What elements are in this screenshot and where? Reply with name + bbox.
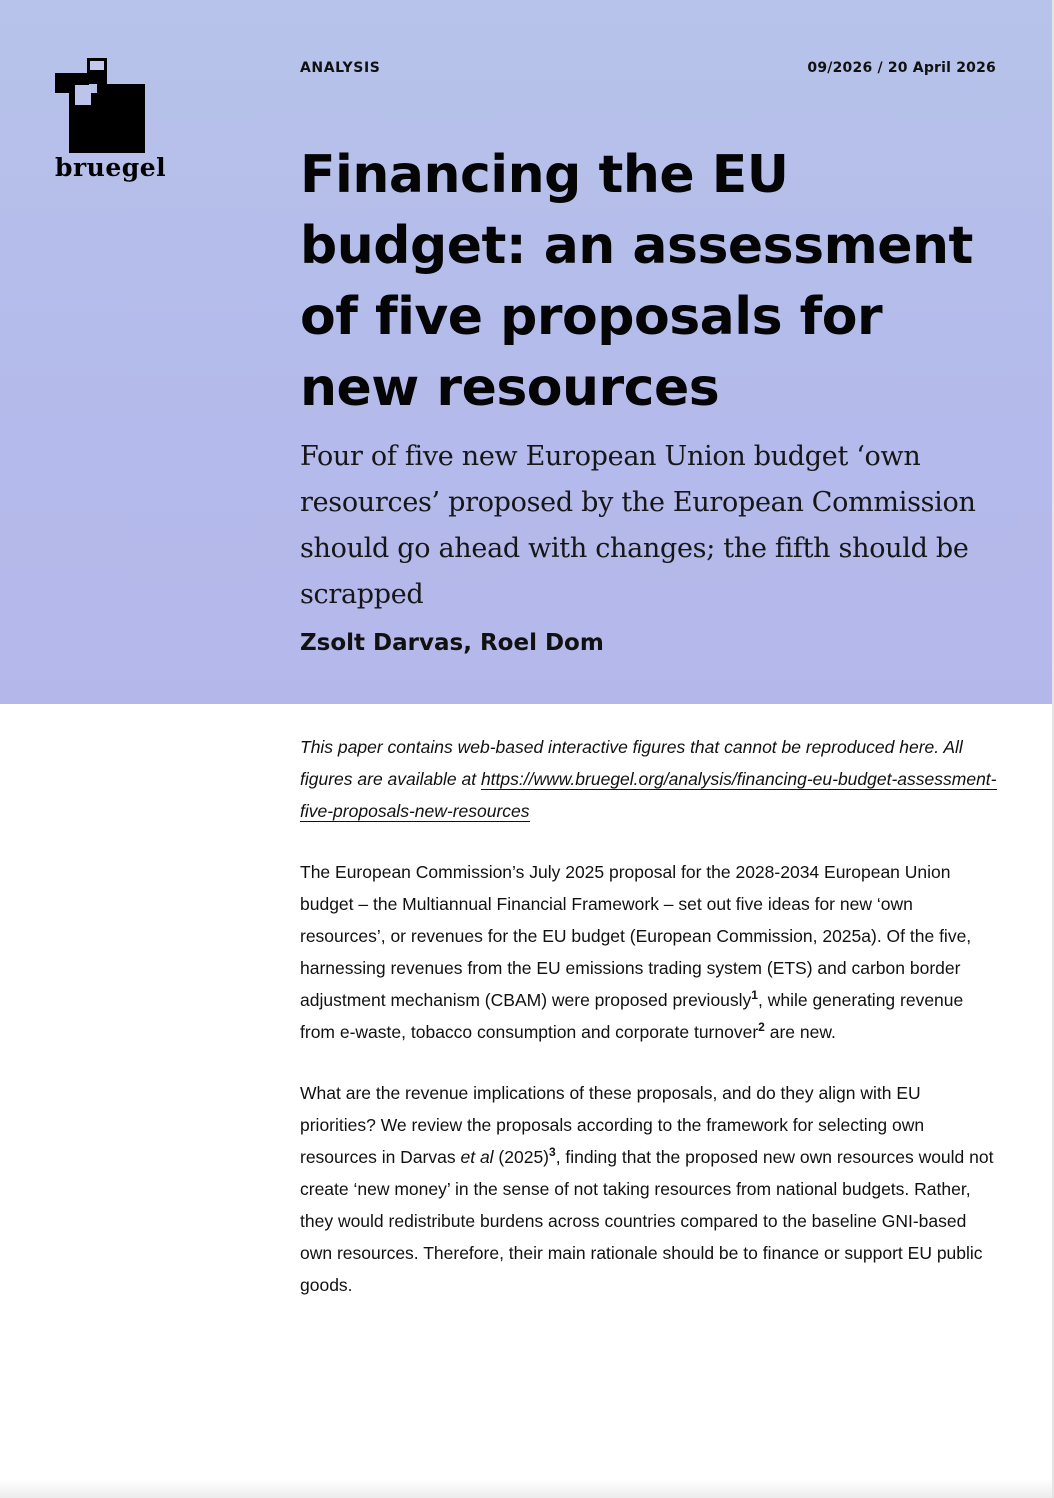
- issue-date: 09/2026 / 20 April 2026: [807, 60, 996, 76]
- para2-et-al: et al: [460, 1147, 494, 1167]
- para2-text-a: What are the revenue implications of these proposals, and do they align with EU priorities? We review the proposals according to the framework for selecting own resources in Darvas: [300, 1083, 925, 1167]
- article-type-label: ANALYSIS: [300, 60, 381, 76]
- bruegel-logo-mark-icon: [55, 58, 145, 153]
- page-subtitle: Four of five new European Union budget ‘own resources’ proposed by the European Commission should go ahead with changes; the fifth should be scrapped: [300, 441, 976, 610]
- logo-wordmark: bruegel: [55, 153, 167, 182]
- para2-text-b: (2025): [493, 1147, 550, 1167]
- footnote-2-ref[interactable]: 2: [758, 1020, 765, 1034]
- page-title: Financing the EU budget: an assessment of five proposals for new resources: [300, 145, 973, 418]
- paragraph-1: [300, 856, 1000, 1048]
- header-banner: [0, 0, 1054, 704]
- article-body: [300, 731, 1000, 1301]
- para1-text-a: The European Commission’s July 2025 proposal for the 2028-2034 European Union budget – the Multiannual Financial Framework – set out five ideas for new ‘own resources’, or revenues for the EU budget (European Commission, 2025a). Of the five, harnessing revenues from the EU emissions trading system (ETS) and carbon border adjustment mechanism (CBAM) were proposed previously: [300, 862, 972, 1010]
- footnote-3-ref[interactable]: 3: [549, 1145, 556, 1159]
- para1-text-c: are new.: [764, 1022, 836, 1042]
- para2-text-c: , finding that the proposed new own resources would not create ‘new money’ in the sense of not taking resources from national budgets. Rather, they would redistribute burdens across countries compared to the baseline GNI-based own resources. Therefore, their main rationale should be to finance or support EU public goods.: [300, 1147, 994, 1295]
- paragraph-2: [300, 1077, 1000, 1301]
- footnote-1-ref[interactable]: 1: [751, 988, 758, 1002]
- page-bottom-edge: [0, 1480, 1054, 1498]
- note-text: This paper contains web-based interactive figures that cannot be reproduced here. All figures are available at: [300, 737, 963, 789]
- para1-text-b: , while generating revenue from e-waste, tobacco consumption and corporate turnover: [300, 990, 964, 1042]
- figures-link[interactable]: https://www.bruegel.org/analysis/financing-eu-budget-assessment-five-proposals-new-resources: [300, 769, 997, 821]
- interactive-figures-note: [300, 731, 1000, 827]
- bruegel-logo[interactable]: [55, 58, 167, 188]
- authors: Zsolt Darvas, Roel Dom: [300, 630, 604, 656]
